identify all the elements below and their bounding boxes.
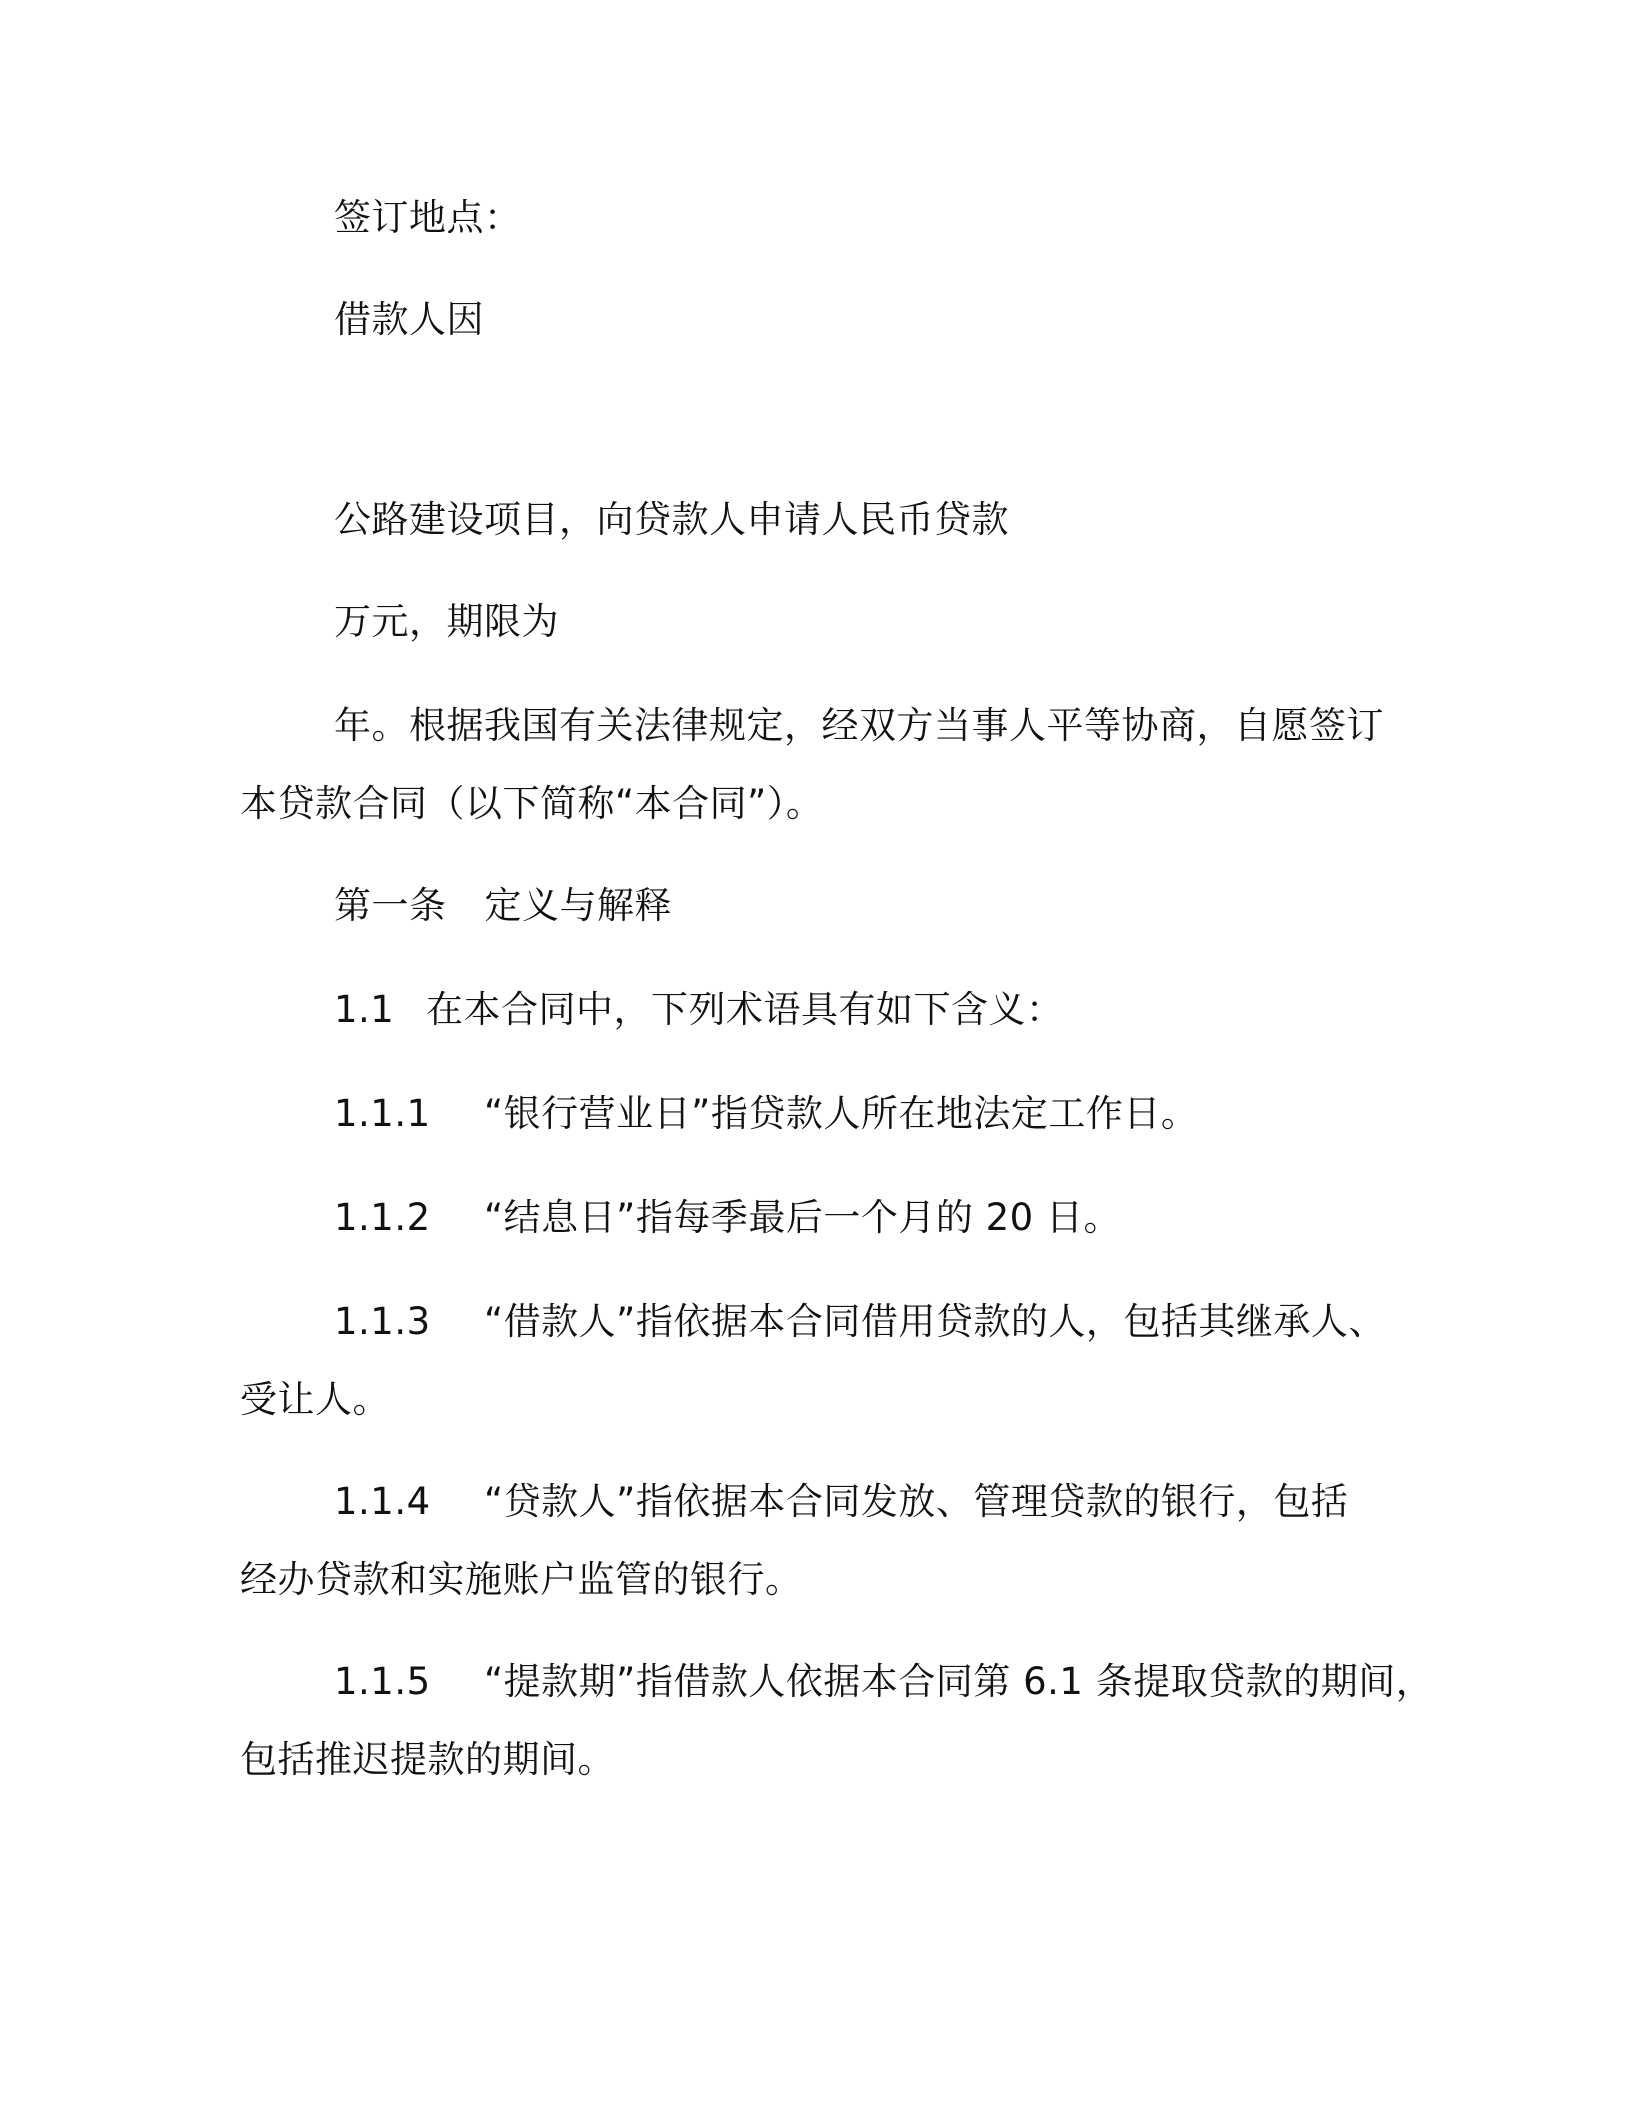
clause-1-1-1 (334, 1090, 1198, 1138)
article-1-title: 定义与解释 (484, 884, 672, 927)
clause-1-1-number: 1.1 (334, 988, 395, 1031)
loan-amount-text: 万元，期限为 (334, 600, 559, 643)
clause-1-1-5-number: 1.1.5 (334, 1660, 431, 1703)
borrower-reason-text: 借款人因 (334, 298, 484, 341)
clause-1-1-5-text: “提款期”指借款人依据本合同第 6.1 条提取贷款的期间， (484, 1660, 1434, 1703)
contract-name-text: 本贷款合同（以下简称“本合同”）。 (240, 782, 824, 825)
clause-1-1-1-number: 1.1.1 (334, 1092, 431, 1135)
clause-1-1-4-continuation: 经办贷款和实施账户监管的银行。 (240, 1558, 803, 1601)
clause-1-1-4 (334, 1478, 1348, 1526)
clause-1-1-2-text: “结息日”指每季最后一个月的 20 日。 (484, 1196, 1121, 1239)
clause-1-1-2 (334, 1194, 1121, 1242)
clause-1-1-1-text: “银行营业日”指贷款人所在地法定工作日。 (484, 1092, 1199, 1135)
clause-1-1-3-text: “借款人”指依据本合同借用贷款的人，包括其继承人、 (484, 1300, 1386, 1343)
signing-place-label: 签订地点： (334, 196, 522, 239)
clause-1-1-5-continuation: 包括推迟提款的期间。 (240, 1738, 615, 1781)
clause-1-1-4-number: 1.1.4 (334, 1480, 431, 1523)
loan-term-text: 年。根据我国有关法律规定，经双方当事人平等协商，自愿签订 (334, 704, 1384, 747)
clause-1-1-3-number: 1.1.3 (334, 1300, 431, 1343)
clause-1-1-3-continuation: 受让人。 (240, 1378, 390, 1421)
clause-1-1-text: 在本合同中，下列术语具有如下含义： (426, 988, 1064, 1031)
clause-1-1-2-number: 1.1.2 (334, 1196, 431, 1239)
clause-1-1-3 (334, 1298, 1386, 1346)
project-description-text: 公路建设项目，向贷款人申请人民币贷款 (334, 498, 1009, 541)
clause-1-1 (334, 986, 1064, 1034)
clause-1-1-5 (334, 1658, 1433, 1706)
article-1-number: 第一条 (334, 884, 447, 927)
clause-1-1-4-text: “贷款人”指依据本合同发放、管理贷款的银行，包括 (484, 1480, 1349, 1523)
article-1-heading (334, 882, 672, 930)
